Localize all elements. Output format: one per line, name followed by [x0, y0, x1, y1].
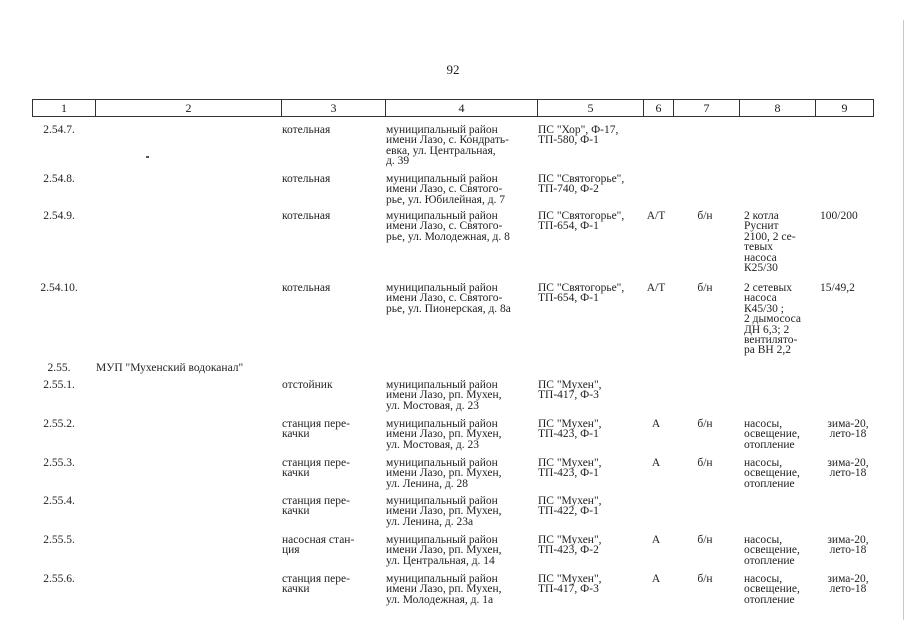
header-col-9: 9	[815, 100, 873, 116]
meter-number: б/н	[697, 282, 713, 294]
object-address: муниципальный район имени Лазо, с. Кондрать- евка, ул. Центральная, д. 39	[386, 124, 509, 168]
object-address: муниципальный район имени Лазо, с. Святого- рье, ул. Пионерская, д. 8а	[386, 282, 511, 315]
row-number: 2.55.	[47, 362, 71, 374]
meter-number: б/н	[697, 534, 713, 546]
object-type: котельная	[282, 210, 331, 222]
header-col-1: 1	[61, 101, 67, 115]
equipment: насосы, освещение, отопление	[744, 573, 800, 606]
object-address: муниципальный район имени Лазо, рп. Мухен, ул. Мостовая, д. 23	[386, 418, 502, 451]
reliability-category: А	[651, 534, 661, 546]
power-source: ПС "Мухен", ТП-422, Ф-1	[538, 495, 602, 518]
power-load: зима-20, лето-18	[827, 457, 869, 480]
object-type: котельная	[282, 282, 331, 294]
row-number: 2.54.9.	[43, 210, 75, 222]
object-address: муниципальный район имени Лазо, рп. Мухен, ул. Молодежная, д. 1а	[386, 573, 502, 606]
object-type: котельная	[282, 124, 331, 136]
power-source: ПС "Мухен", ТП-423, Ф-1	[538, 418, 602, 441]
object-type: насосная стан- ция	[282, 534, 355, 557]
object-address: муниципальный район имени Лазо, рп. Мухен, ул. Мостовая, д. 23	[386, 379, 502, 412]
header-col-2: 2	[95, 100, 281, 116]
power-source: ПС "Святогорье", ТП-740, Ф-2	[538, 173, 625, 196]
row-number: 2.55.6.	[43, 573, 75, 585]
organization-name: МУП "Мухенский водоканал"	[96, 362, 244, 374]
header-col-6: 6	[643, 100, 673, 116]
power-source: ПС "Мухен", ТП-423, Ф-2	[538, 534, 602, 557]
meter-number: б/н	[697, 457, 713, 469]
meter-number: б/н	[697, 418, 713, 430]
power-source: ПС "Мухен", ТП-417, Ф-3	[538, 379, 602, 402]
header-col-5: 5	[537, 100, 643, 116]
reliability-category: А	[651, 418, 661, 430]
object-type: станция пере- качки	[282, 495, 350, 518]
object-address: муниципальный район имени Лазо, рп. Мухен, ул. Ленина, д. 28	[386, 457, 502, 490]
object-address: муниципальный район имени Лазо, с. Святого- рье, ул. Юбилейная, д. 7	[386, 173, 506, 206]
object-address: муниципальный район имени Лазо, с. Святого- рье, ул. Молодежная, д. 8	[386, 210, 510, 243]
reliability-category: А/Т	[646, 282, 666, 294]
power-source: ПС "Святогорье", ТП-654, Ф-1	[538, 210, 625, 233]
row-number: 2.55.1.	[43, 379, 75, 391]
power-source: ПС "Святогорье", ТП-654, Ф-1	[538, 282, 625, 305]
meter-number: б/н	[697, 573, 713, 585]
scan-speck	[146, 156, 149, 158]
equipment: 2 сетевых насоса К45/30 ; 2 дымососа ДН 6,3; 2 вентилято- ра ВН 2,2	[744, 282, 802, 357]
power-load: 15/49,2	[820, 282, 855, 294]
power-load: зима-20, лето-18	[827, 418, 869, 441]
object-type: станция пере- качки	[282, 573, 350, 596]
row-number: 2.54.8.	[43, 173, 75, 185]
header-col-4: 4	[385, 100, 537, 116]
header-col-8: 8	[739, 100, 815, 116]
page-number: 92	[446, 62, 460, 77]
row-number: 2.55.3.	[43, 457, 75, 469]
object-type: станция пере- качки	[282, 457, 350, 480]
object-type: станция пере- качки	[282, 418, 350, 441]
meter-number: б/н	[697, 210, 713, 222]
equipment: 2 котла Руснит 2100, 2 се- тевых насоса К25/30	[744, 210, 796, 275]
row-number: 2.54.7.	[43, 124, 75, 136]
page-edge-line	[903, 20, 904, 620]
reliability-category: А	[651, 457, 661, 469]
equipment: насосы, освещение, отопление	[744, 418, 800, 451]
row-number: 2.55.5.	[43, 534, 75, 546]
reliability-category: А	[651, 573, 661, 585]
power-load: зима-20, лето-18	[827, 573, 869, 596]
equipment: насосы, освещение, отопление	[744, 534, 800, 567]
header-col-7: 7	[673, 100, 739, 116]
power-source: ПС "Мухен", ТП-417, Ф-3	[538, 573, 602, 596]
object-type: отстойник	[282, 379, 333, 391]
row-number: 2.55.2.	[43, 418, 75, 430]
object-address: муниципальный район имени Лазо, рп. Мухен, ул. Центральная, д. 14	[386, 534, 502, 567]
power-source: ПС "Мухен", ТП-423, Ф-1	[538, 457, 602, 480]
row-number: 2.54.10.	[40, 282, 78, 294]
equipment: насосы, освещение, отопление	[744, 457, 800, 490]
object-address: муниципальный район имени Лазо, рп. Мухен, ул. Ленина, д. 23а	[386, 495, 502, 528]
power-load: 100/200	[820, 210, 858, 222]
row-number: 2.55.4.	[43, 495, 75, 507]
power-source: ПС "Хор", Ф-17, ТП-580, Ф-1	[538, 124, 619, 147]
reliability-category: А/Т	[646, 210, 666, 222]
table-header-row	[32, 99, 874, 117]
power-load: зима-20, лето-18	[827, 534, 869, 557]
header-col-3: 3	[281, 100, 385, 116]
object-type: котельная	[282, 173, 331, 185]
